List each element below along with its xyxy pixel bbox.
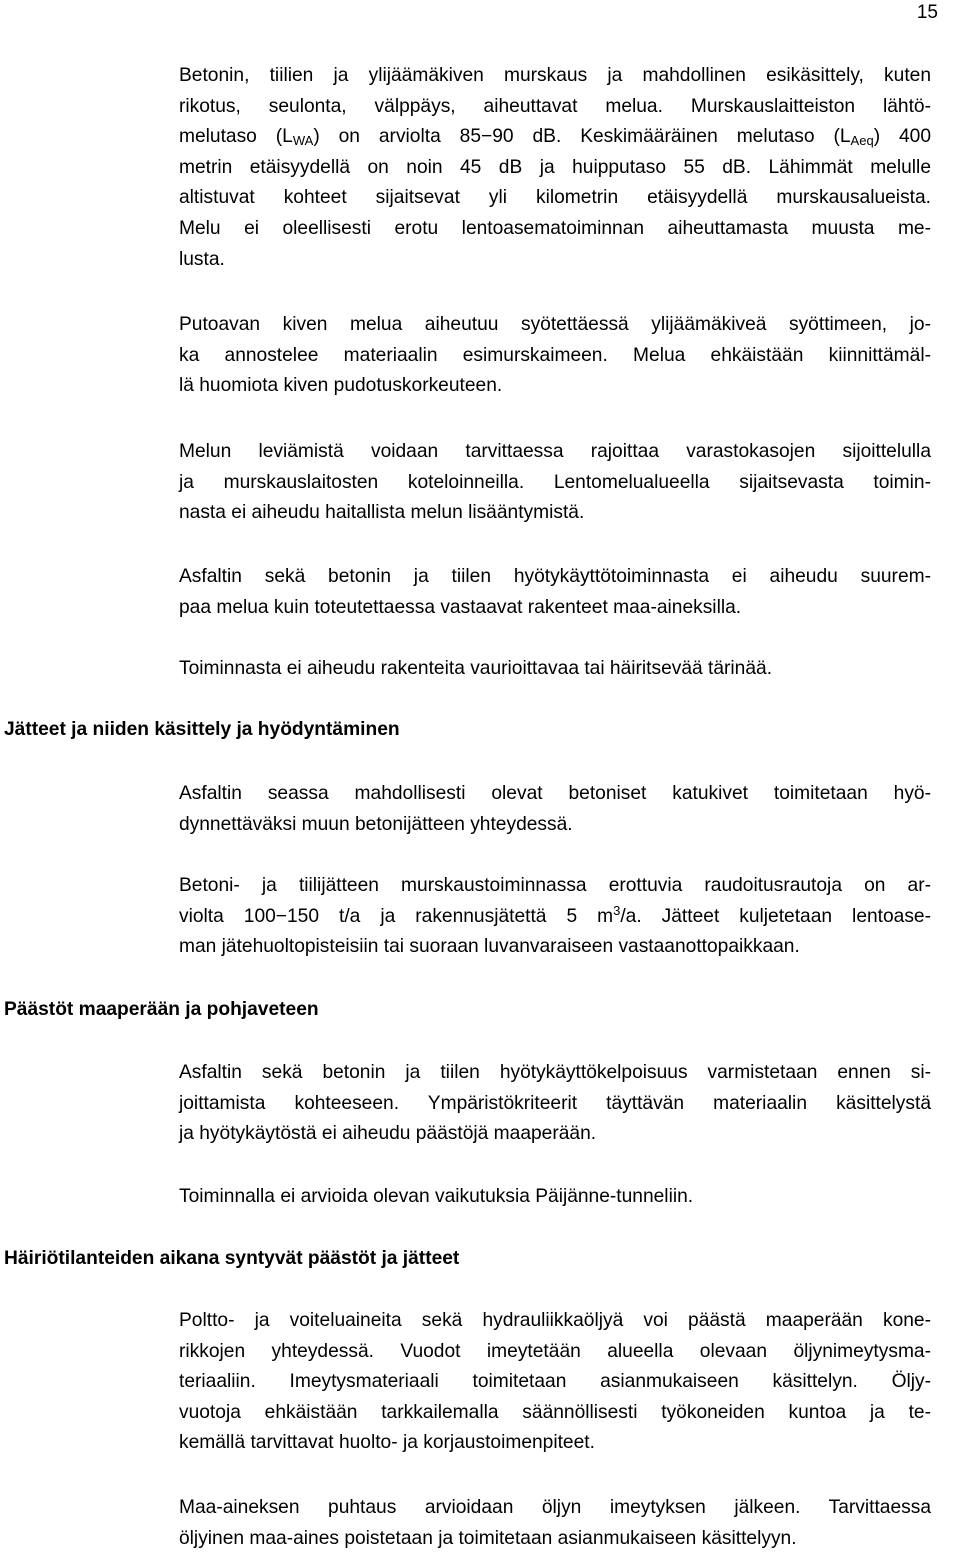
- text-line: Asfaltin sekä betonin ja tiilen hyötykäyttökelpoisuus varmistetaan ennen si-: [179, 1062, 931, 1083]
- paragraph-vibration: [179, 654, 931, 685]
- paragraph-curbstones: [179, 779, 931, 840]
- text-line: rikotus, seulonta, välppäys, aiheuttavat melua. Murskauslaitteiston lähtö-: [179, 95, 931, 117]
- text-line: Asfaltin seassa mahdollisesti olevat betoniset katukivet toimitetaan hyö-: [179, 783, 931, 804]
- text-line: man jätehuoltopisteisiin tai suoraan luvanvaraiseen vastaanottopaikkaan.: [179, 936, 800, 958]
- paragraph-tunnel: [179, 1182, 931, 1213]
- text-line: ja murskauslaitosten koteloinneilla. Lentomelualueella sijaitsevasta toimin-: [179, 471, 931, 493]
- text-line: Betoni- ja tiilijätteen murskaustoiminnassa erottuvia raudoitusrautoja on ar-: [179, 875, 931, 896]
- paragraph-crushing-noise: [179, 61, 931, 275]
- text-line: lusta.: [179, 248, 225, 270]
- text-line: Asfaltin sekä betonin ja tiilen hyötykäyttötoiminnasta ei aiheudu suurem-: [179, 566, 931, 587]
- text-line: metrin etäisyydellä on noin 45 dB ja huipputaso 55 dB. Lähimmät melulle: [179, 156, 931, 178]
- text-line: melutaso $(L_{WA})$ on arviolta 85−90 dB. Keskimääräinen melutaso $(L_{Aeq})$ 400: [179, 126, 932, 149]
- text-line: ka annostelee materiaalin esimurskaimeen. Melua ehkäistään kiinnittämäl-: [179, 344, 931, 366]
- paragraph-noise-spreading: [179, 437, 931, 529]
- section-heading-disturbances: Häiriötilanteiden aikana syntyvät päästöt ja jätteet: [4, 1248, 460, 1269]
- text-line: kemällä tarvittavat huolto- ja korjaustoimenpiteet.: [179, 1432, 595, 1454]
- paragraph-suitability: [179, 1058, 931, 1150]
- paragraph-rebar-waste: [179, 871, 931, 963]
- text-line: vuotoja ehkäistään tarkkailemalla säännöllisesti työkoneiden kuntoa ja te-: [179, 1401, 931, 1423]
- text-line: lä huomiota kiven pudotuskorkeuteen.: [179, 375, 503, 397]
- paragraph-asphalt-reuse: [179, 562, 931, 623]
- paragraph-falling-stone: [179, 310, 931, 402]
- text-line: Melu ei oleellisesti erotu lentoasematoiminnan aiheuttamasta muusta me-: [179, 217, 931, 239]
- text-line: Melun leviämistä voidaan tarvittaessa rajoittaa varastokasojen sijoittelulla: [179, 441, 931, 462]
- text-line: Betonin, tiilien ja ylijäämäkiven murskaus ja mahdollinen esikäsittely, kuten: [179, 65, 931, 86]
- text-line: Toiminnasta ei aiheudu rakenteita vaurioittavaa tai häiritsevää tärinää.: [179, 658, 773, 679]
- text-line: nasta ei aiheudu haitallista melun lisääntymistä.: [179, 502, 585, 524]
- text-line: Poltto- ja voiteluaineita sekä hydrauliikkaöljyä voi päästä maaperään kone-: [179, 1310, 931, 1331]
- text-line: paa melua kuin toteutettaessa vastaavat rakenteet maa-aineksilla.: [179, 596, 742, 618]
- text-line: ja hyötykäytöstä ei aiheudu päästöjä maaperään.: [179, 1123, 597, 1145]
- section-heading-waste: Jätteet ja niiden käsittely ja hyödyntäminen: [4, 719, 400, 740]
- text-line: dynnettäväksi muun betonijätteen yhteydessä.: [179, 813, 573, 835]
- text-line: joittamista kohteeseen. Ympäristökriteerit täyttävän materiaalin käsittelystä: [179, 1092, 931, 1114]
- text-line: altistuvat kohteet sijaitsevat yli kilometrin etäisyydellä murskausalueista.: [179, 187, 931, 209]
- text-line: violta 100−150 t/a ja rakennusjätettä 5 $m^3/a$. Jätteet kuljetetaan lentoase-: [179, 902, 931, 927]
- text-line: rikkojen yhteydessä. Vuodot imeytetään alueella olevaan öljynimeytysma-: [179, 1340, 931, 1362]
- text-line: Maa-aineksen puhtaus arvioidaan öljyn imeytyksen jälkeen. Tarvittaessa: [179, 1497, 931, 1518]
- paragraph-oil-leaks: [179, 1306, 931, 1459]
- paragraph-soil-purity: [179, 1493, 931, 1554]
- text-line: öljyinen maa-aines poistetaan ja toimitetaan asianmukaiseen käsittelyyn.: [179, 1527, 797, 1549]
- section-heading-soil-emissions: Päästöt maaperään ja pohjaveteen: [4, 999, 319, 1020]
- text-line: Putoavan kiven melua aiheutuu syötettäessä ylijäämäkiveä syöttimeen, jo-: [179, 314, 931, 335]
- text-line: teriaaliin. Imeytysmateriaali toimitetaan asianmukaiseen käsittelyn. Öljy-: [179, 1371, 931, 1393]
- page-number: 15: [916, 2, 938, 23]
- text-line: Toiminnalla ei arvioida olevan vaikutuksia Päijänne-tunneliin.: [179, 1186, 694, 1207]
